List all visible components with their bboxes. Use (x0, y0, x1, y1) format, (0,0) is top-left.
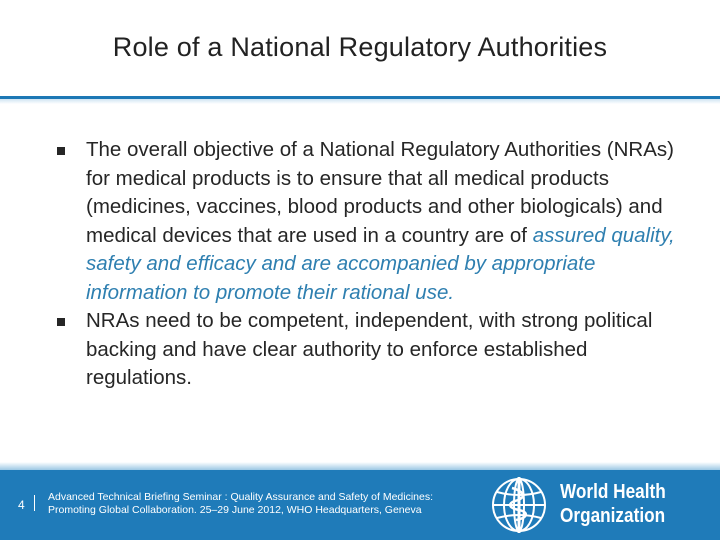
square-bullet-icon (57, 147, 65, 155)
square-bullet-icon (57, 318, 65, 326)
bullet-text: NRAs need to be competent, independent, with strong political backing and have clear authority to enforce established regulations. (86, 309, 653, 389)
organization-name-line1: World Health (560, 481, 666, 503)
page-number: 4 (18, 498, 25, 512)
slide-title: Role of a National Regulatory Authorities (112, 32, 608, 62)
bullet-highlight-text: assured quality, safety and efficacy and are accompanied by appropriate information to promote their rational use. (86, 223, 675, 304)
footer-fade (0, 462, 720, 470)
title-divider (0, 96, 720, 104)
organization-name-line2: Organization (560, 505, 666, 527)
bullet-text: The overall objective of a National Regulatory Authorities (NRAs) for medical products is to ensure that all medical products (medicines, vaccines, blood products and other biologicals) and medical devices that are used in a country are of (86, 138, 674, 247)
footer-caption: Advanced Technical Briefing Seminar : Quality Assurance and Safety of Medicines: Promoting Global Collaboration. 25–29 June 2012, WHO Headquarters, Geneva (48, 491, 434, 516)
bullet-item (40, 307, 680, 393)
page-number-divider (34, 495, 35, 511)
organization-name (560, 480, 689, 528)
bullet-item (40, 136, 680, 307)
who-emblem-icon (488, 474, 550, 536)
bullet-list (40, 136, 680, 393)
